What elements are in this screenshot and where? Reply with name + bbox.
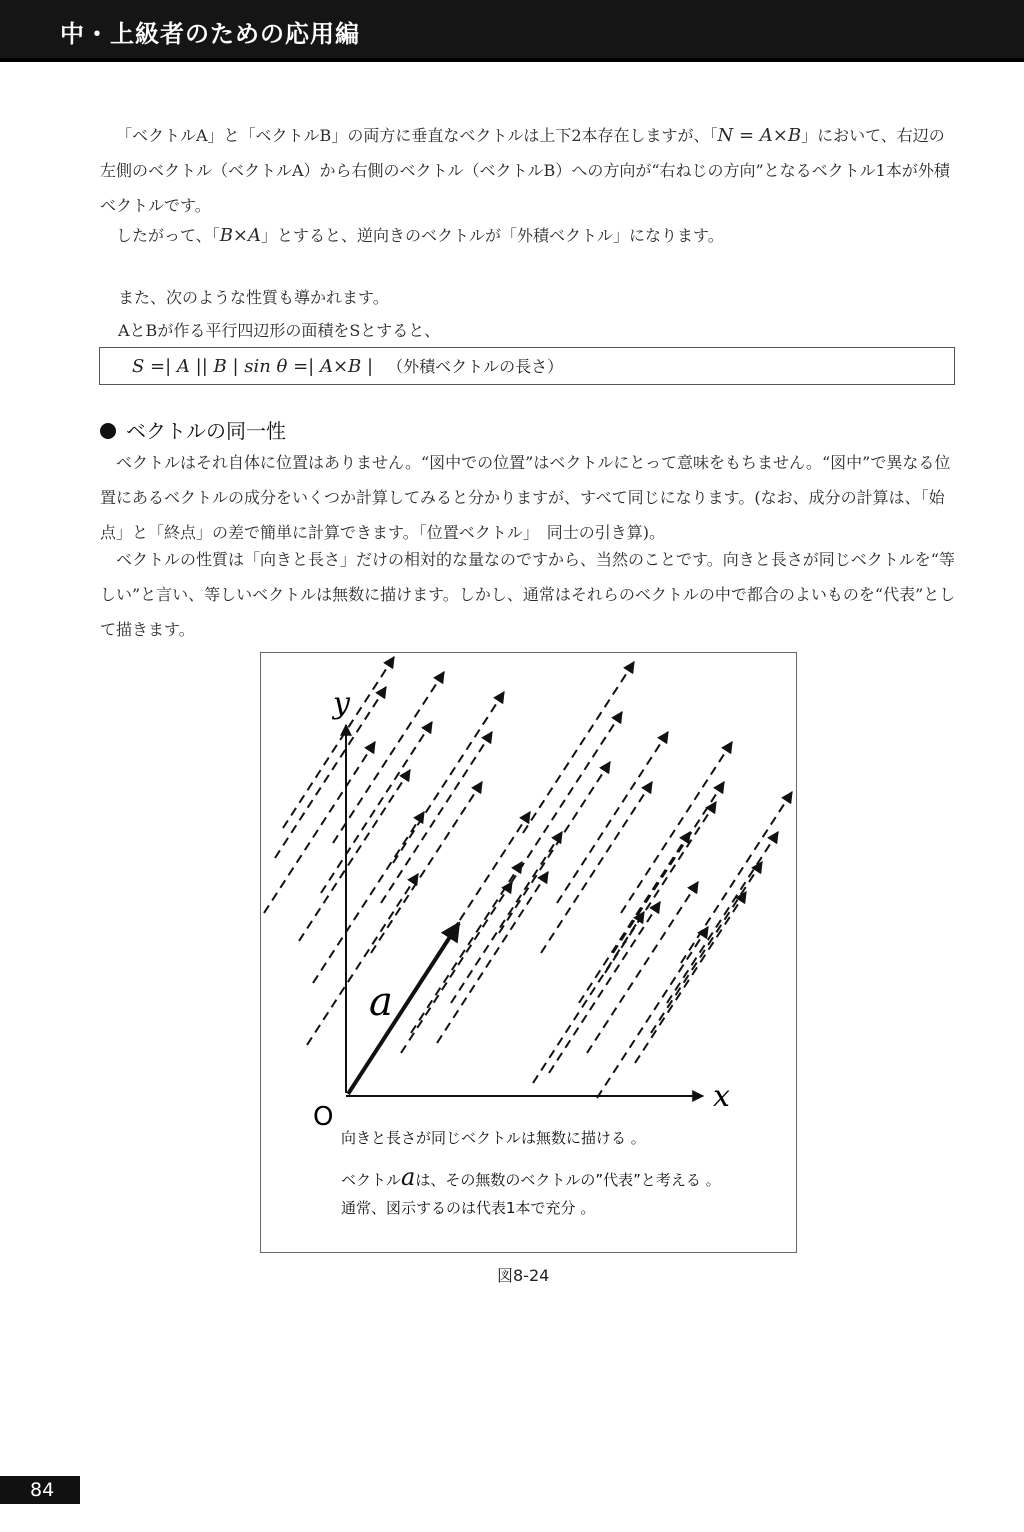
paragraph-cross-product-start: 「ベクトルA」と「ベクトルB」の両方に垂直なベクトルは上下2本存在しますが、「 bbox=[116, 126, 718, 145]
formula-note: （外積ベクトルの長さ） bbox=[387, 357, 564, 376]
caption-line2-prefix: ベクトル bbox=[341, 1171, 402, 1189]
dashed-equal-vector bbox=[511, 712, 622, 883]
figure-caption-line-2 bbox=[341, 1163, 721, 1191]
paragraph-cross-product bbox=[100, 118, 960, 223]
dashed-equal-vector bbox=[411, 862, 522, 1033]
dashed-equal-vector bbox=[651, 862, 762, 1033]
paragraph-reverse-order bbox=[100, 218, 960, 253]
dashed-equal-vector bbox=[381, 732, 492, 903]
dashed-equal-vector bbox=[275, 687, 386, 858]
paragraph-vector-equality: ベクトルの性質は「向きと長さ」だけの相対的な量なのですから、当然のことです。向きと長さが同じベクトルを“等しい”と言い、等しいベクトルは無数に描けます。しかし、通常はそれらのベクトルの中で都合のよいものを“代表”として描きます。 bbox=[100, 550, 956, 639]
dashed-vector-group bbox=[264, 657, 792, 1098]
dashed-equal-vector bbox=[437, 872, 548, 1043]
dashed-equal-vector bbox=[635, 892, 746, 1063]
dashed-equal-vector bbox=[621, 742, 732, 913]
formula-line bbox=[132, 354, 563, 377]
chapter-title: 中・上級者のための応用編 bbox=[60, 20, 360, 48]
dashed-equal-vector bbox=[283, 657, 394, 828]
formula-expression: S =| A || B | sin θ =| A×B | bbox=[132, 356, 374, 377]
bullet-icon bbox=[100, 423, 116, 439]
dashed-equal-vector bbox=[264, 742, 375, 913]
dashed-equal-vector bbox=[299, 770, 410, 941]
x-axis-label: x bbox=[713, 1079, 730, 1114]
paragraph-reverse-order-start: したがって、「 bbox=[116, 226, 220, 245]
chapter-header bbox=[0, 0, 1024, 62]
caption-line2-suffix: は、その無数のベクトルの”代表”と考える 。 bbox=[415, 1171, 721, 1189]
origin-label: O bbox=[313, 1102, 334, 1132]
dashed-equal-vector bbox=[549, 902, 660, 1073]
figure-number: 図8-24 bbox=[497, 1266, 550, 1285]
section-heading-text: ベクトルの同一性 bbox=[126, 419, 286, 443]
dashed-equal-vector bbox=[667, 832, 778, 1003]
dashed-equal-vector bbox=[401, 882, 512, 1053]
dashed-equal-vector bbox=[321, 722, 432, 893]
figure-box bbox=[260, 652, 797, 1253]
page-number: 84 bbox=[30, 1479, 55, 1501]
caption-vector-symbol: a bbox=[401, 1163, 416, 1191]
figure-caption-line-3: 通常、図示するのは代表1本で充分 。 bbox=[341, 1199, 596, 1217]
dashed-equal-vector bbox=[307, 874, 418, 1045]
paragraph-cross-product-rest: 」において、右辺の左側のベクトル（ベクトルA）から右側のベクトル（ベクトルB）への方向が“右ねじの方向”となるベクトル1本が外積ベクトルです。 bbox=[100, 126, 950, 215]
dashed-equal-vector bbox=[541, 782, 652, 953]
dashed-equal-vector bbox=[605, 802, 716, 973]
dashed-equal-vector bbox=[451, 832, 562, 1003]
page-number-box bbox=[0, 1476, 80, 1504]
section-heading bbox=[100, 415, 286, 444]
equation-bxa: B×A bbox=[219, 225, 261, 246]
dashed-equal-vector bbox=[533, 912, 644, 1083]
figure-caption-line-1: 向きと長さが同じベクトルは無数に描ける 。 bbox=[341, 1129, 646, 1147]
paragraph-property-intro: また、次のような性質も導かれます。 bbox=[118, 288, 389, 307]
dashed-equal-vector bbox=[393, 692, 504, 863]
dashed-equal-vector bbox=[523, 662, 634, 833]
paragraph-vector-identity: ベクトルはそれ自体に位置はありません。“図中での位置”はベクトルにとって意味をもちません。“図中”で異なる位置にあるベクトルの成分をいくつか計算してみると分かりますが、すべて同じになります。(なお、成分の計算は、「始点」と「終点」の差で簡単に計算できます。「位置ベクトル」 同士の引き算)。 bbox=[100, 453, 951, 542]
vector-a-arrow bbox=[348, 923, 459, 1094]
equation-n-axb: N = A×B bbox=[717, 125, 802, 146]
vector-a-label: a bbox=[369, 979, 393, 1025]
formula-box bbox=[99, 347, 955, 385]
dashed-equal-vector bbox=[681, 792, 792, 963]
dashed-equal-vector bbox=[579, 832, 690, 1003]
y-axis-label: y bbox=[333, 686, 350, 721]
paragraph-reverse-order-rest: 」とすると、逆向きのベクトルが「外積ベクトル」になります。 bbox=[261, 226, 724, 245]
paragraph-area-intro: AとBが作る平行四辺形の面積をSとすると、 bbox=[118, 321, 441, 340]
